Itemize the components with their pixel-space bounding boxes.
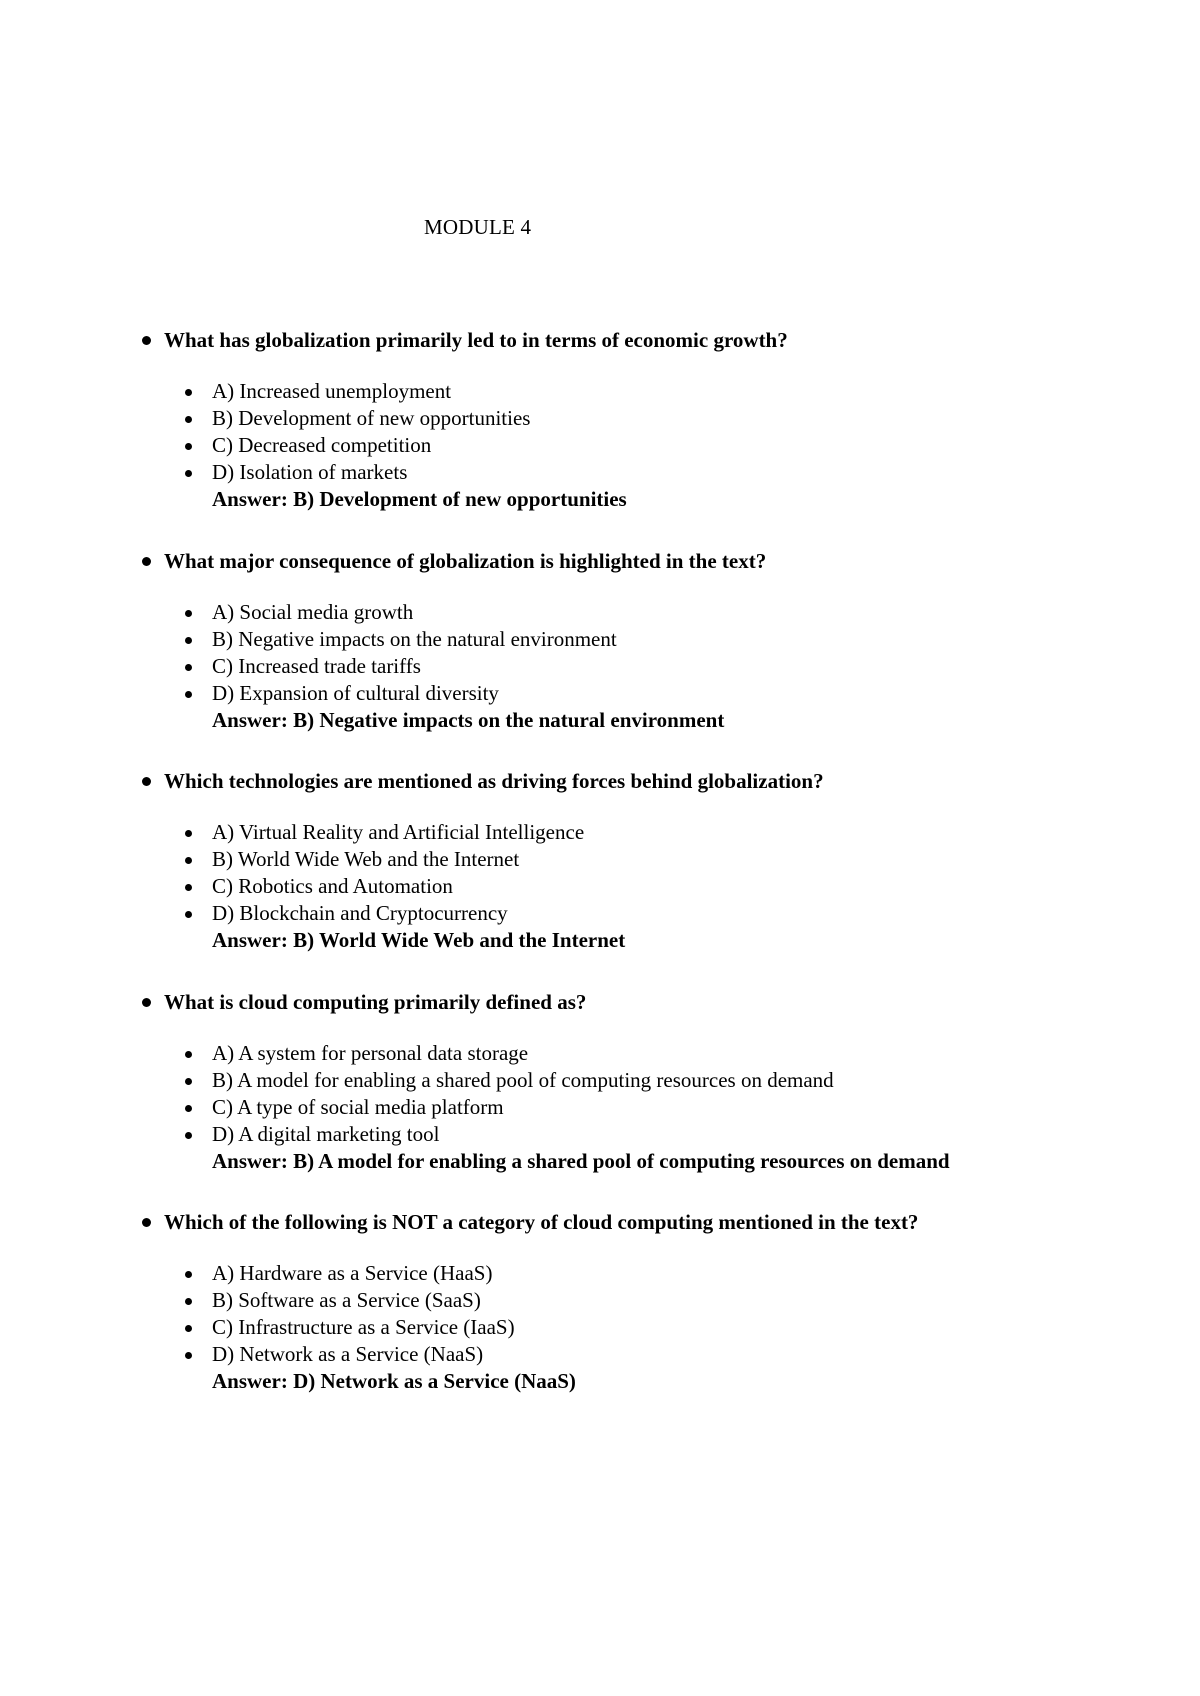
option-item — [0, 680, 1200, 707]
bullet-icon — [142, 998, 151, 1007]
bullet-icon — [185, 830, 192, 837]
option-text: D) Network as a Service (NaaS) — [212, 1342, 484, 1366]
options-list — [0, 1040, 1200, 1148]
option-item — [0, 432, 1200, 459]
option-text: C) Decreased competition — [212, 433, 432, 457]
bullet-icon — [142, 557, 151, 566]
bullet-icon — [185, 1051, 192, 1058]
bullet-icon — [185, 389, 192, 396]
option-text: D) Blockchain and Cryptocurrency — [212, 901, 508, 925]
bullet-icon — [185, 1078, 192, 1085]
answer-text: Answer: B) A model for enabling a shared pool of computing resources on demand — [212, 1149, 950, 1173]
options-list — [0, 599, 1200, 707]
question-block — [0, 547, 1200, 732]
question-block — [0, 326, 1200, 511]
option-item — [0, 873, 1200, 900]
option-item — [0, 1040, 1200, 1067]
bullet-icon — [185, 884, 192, 891]
option-text: C) Increased trade tariffs — [212, 654, 421, 678]
bullet-icon — [185, 1352, 192, 1359]
option-text: A) Social media growth — [212, 600, 414, 624]
bullet-icon — [185, 637, 192, 644]
question-text: Which of the following is NOT a category of cloud computing mentioned in the text? — [164, 1210, 919, 1234]
option-text: C) Robotics and Automation — [212, 874, 453, 898]
option-item — [0, 819, 1200, 846]
answer-text: Answer: B) World Wide Web and the Internet — [212, 928, 626, 952]
bullet-icon — [185, 1105, 192, 1112]
question-text: What has globalization primarily led to in terms of economic growth? — [164, 328, 788, 352]
question-line — [0, 1208, 1200, 1236]
bullet-icon — [185, 443, 192, 450]
option-item — [0, 1260, 1200, 1287]
option-item — [0, 626, 1200, 653]
question-block — [0, 767, 1200, 952]
option-item — [0, 900, 1200, 927]
bullet-icon — [185, 416, 192, 423]
question-line — [0, 326, 1200, 354]
question-text: Which technologies are mentioned as driving forces behind globalization? — [164, 769, 824, 793]
answer-text: Answer: B) Development of new opportunities — [212, 487, 627, 511]
option-text: A) Increased unemployment — [212, 379, 452, 403]
option-text: A) Hardware as a Service (HaaS) — [212, 1261, 493, 1285]
option-text: B) Development of new opportunities — [212, 406, 531, 430]
bullet-icon — [185, 911, 192, 918]
option-text: A) Virtual Reality and Artificial Intelligence — [212, 820, 585, 844]
option-item — [0, 599, 1200, 626]
option-item — [0, 653, 1200, 680]
option-text: C) Infrastructure as a Service (IaaS) — [212, 1315, 515, 1339]
option-item — [0, 378, 1200, 405]
bullet-icon — [142, 1218, 151, 1227]
question-text: What is cloud computing primarily defined as? — [164, 990, 587, 1014]
question-line — [0, 988, 1200, 1016]
option-item — [0, 1314, 1200, 1341]
option-text: B) Software as a Service (SaaS) — [212, 1288, 481, 1312]
option-text: D) Expansion of cultural diversity — [212, 681, 499, 705]
question-block — [0, 1208, 1200, 1393]
bullet-icon — [185, 664, 192, 671]
option-text: B) World Wide Web and the Internet — [212, 847, 520, 871]
option-text: B) A model for enabling a shared pool of computing resources on demand — [212, 1068, 834, 1092]
option-text: D) Isolation of markets — [212, 460, 408, 484]
question-line — [0, 547, 1200, 575]
option-text: B) Negative impacts on the natural environment — [212, 627, 617, 651]
answer-text: Answer: D) Network as a Service (NaaS) — [212, 1369, 576, 1393]
options-list — [0, 819, 1200, 927]
bullet-icon — [142, 336, 151, 345]
bullet-icon — [185, 691, 192, 698]
question-line — [0, 767, 1200, 795]
option-item — [0, 1341, 1200, 1368]
option-text: D) A digital marketing tool — [212, 1122, 440, 1146]
option-item — [0, 1094, 1200, 1121]
bullet-icon — [185, 1325, 192, 1332]
bullet-icon — [185, 857, 192, 864]
option-text: A) A system for personal data storage — [212, 1041, 529, 1065]
bullet-icon — [185, 1298, 192, 1305]
option-item — [0, 405, 1200, 432]
bullet-icon — [185, 610, 192, 617]
option-item — [0, 1067, 1200, 1094]
options-list — [0, 378, 1200, 486]
option-item — [0, 1121, 1200, 1148]
answer-text: Answer: B) Negative impacts on the natural environment — [212, 708, 725, 732]
module-title: MODULE 4 — [424, 215, 532, 239]
option-item — [0, 459, 1200, 486]
question-text: What major consequence of globalization is highlighted in the text? — [164, 549, 767, 573]
option-item — [0, 846, 1200, 873]
bullet-icon — [185, 1132, 192, 1139]
options-list — [0, 1260, 1200, 1368]
bullet-icon — [185, 1271, 192, 1278]
bullet-icon — [142, 777, 151, 786]
bullet-icon — [185, 470, 192, 477]
option-text: C) A type of social media platform — [212, 1095, 504, 1119]
option-item — [0, 1287, 1200, 1314]
question-block — [0, 988, 1200, 1173]
